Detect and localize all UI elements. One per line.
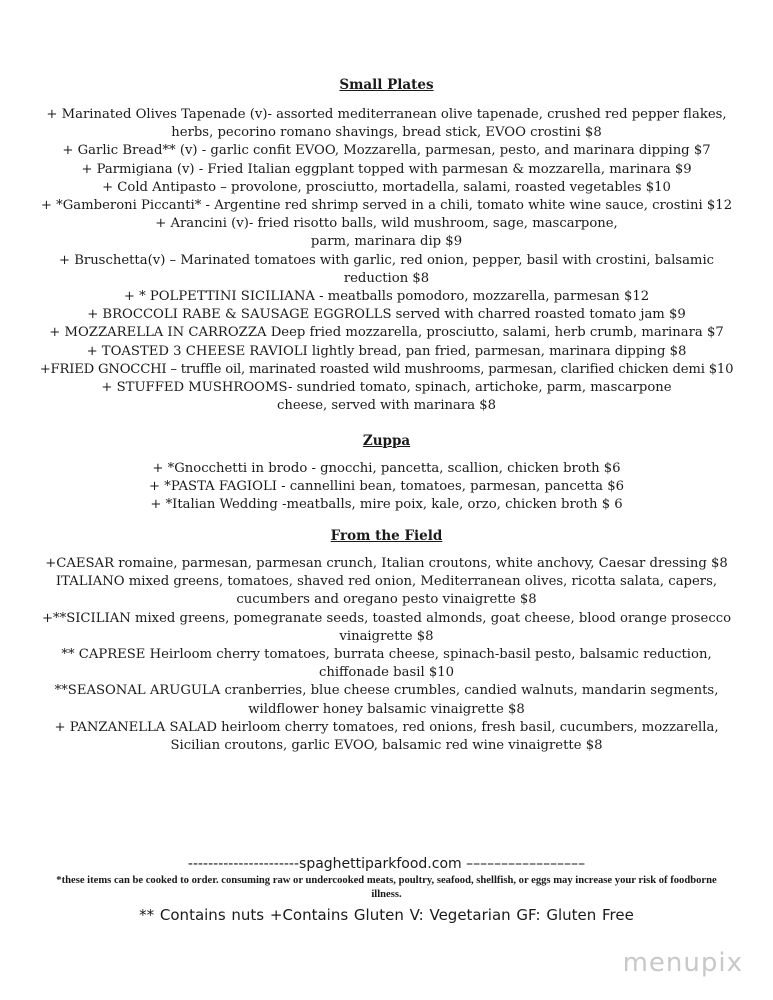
menu-item: + STUFFED MUSHROOMS- sundried tomato, spinach, artichoke, parm, mascarpone cheese, served with marinara $8 <box>101 380 672 414</box>
menu-item: +CAESAR romaine, parmesan, parmesan crunch, Italian croutons, white anchovy, Caesar dressing $8 <box>45 556 728 571</box>
menu-item: +**SICILIAN mixed greens, pomegranate seeds, toasted almonds, goat cheese, blood orange prosecco vinaigrette $8 <box>41 610 732 644</box>
menu-item: + Arancini (v)- fried risotto balls, wild mushroom, sage, mascarpone, parm, marinara dip $9 <box>155 216 618 250</box>
menu-item: + *PASTA FAGIOLI - cannellini bean, tomatoes, parmesan, pancetta $6 <box>149 479 624 495</box>
menu-item: ITALIANO mixed greens, tomatoes, shaved red onion, Mediterranean olives, ricotta salata, capers, cucumbers and oregano pesto vinaigrette $8 <box>55 574 718 608</box>
menupix-watermark-logo: menupix <box>622 948 743 978</box>
small-plates-list <box>30 106 743 415</box>
menu-item: + TOASTED 3 CHEESE RAVIOLI lightly bread, pan fried, parmesan, marinara dipping $8 <box>86 343 687 359</box>
menu-item: + *Gamberoni Piccanti* - Argentine red shrimp served in a chili, tomato white wine sauce, crostini $12 <box>40 198 733 214</box>
dietary-legend: ** Contains nuts +Contains Gluten V: Vegetarian GF: Gluten Free <box>139 906 634 924</box>
menu-item: + BROCCOLI RABE & SAUSAGE EGGROLLS served with charred roasted tomato jam $9 <box>87 307 686 323</box>
menu-item: + MOZZARELLA IN CARROZZA Deep fried mozzarella, prosciutto, salami, herb crumb, marinara $7 <box>49 325 724 341</box>
menu-item: + *Italian Wedding -meatballs, mire poix, kale, orzo, chicken broth $ 6 <box>150 497 623 513</box>
menu-item: + Bruschetta(v) – Marinated tomatoes with garlic, red onion, pepper, basil with crostini, balsamic reduction $8 <box>58 252 715 286</box>
menu-item: +FRIED GNOCCHI – truffle oil, marinated roasted wild mushrooms, parmesan, clarified chicken demi $10 <box>39 361 734 377</box>
menu-item: **SEASONAL ARUGULA cranberries, blue cheese crumbles, candied walnuts, mandarin segments, wildflower honey balsamic vinaigrette $8 <box>54 683 719 717</box>
section-title-from-the-field: From the Field <box>330 528 443 544</box>
section-title-zuppa: Zuppa <box>362 433 411 449</box>
menu-item: + PANZANELLA SALAD heirloom cherry tomatoes, red onions, fresh basil, cucumbers, mozzarella, Sicilian croutons, garlic EVOO, balsamic red wine vinaigrette $8 <box>54 719 719 754</box>
raw-food-warning: *these items can be cooked to order. consuming raw or undercooked meats, poultry, seafood, shellfish, or eggs may increase your risk of foodborne illness. <box>56 875 717 900</box>
from-the-field-list <box>30 555 743 755</box>
zuppa-list <box>30 460 743 515</box>
menu-item: ** CAPRESE Heirloom cherry tomatoes, burrata cheese, spinach-basil pesto, balsamic reduction, chiffonade basil $10 <box>61 647 712 681</box>
menu-item: + Parmigiana (v) - Fried Italian eggplant topped with parmesan & mozzarella, marinara $9 <box>81 161 692 177</box>
menu-item: + Cold Antipasto – provolone, prosciutto, mortadella, salami, roasted vegetables $10 <box>102 179 671 195</box>
menu-item: + Garlic Bread** (v) - garlic confit EVOO, Mozzarella, parmesan, pesto, and marinara dipping $7 <box>62 143 711 159</box>
website-footer: ----------------------spaghettiparkfood.com ––––––––––––––––– <box>187 856 586 872</box>
menu-item: + Marinated Olives Tapenade (v)- assorted mediterranean olive tapenade, crushed red pepper flakes, herbs, pecorino romano shavings, bread stick, EVOO crostini $8 <box>46 107 727 141</box>
section-title-small-plates: Small Plates <box>339 77 434 93</box>
menu-item: + *Gnocchetti in brodo - gnocchi, pancetta, scallion, chicken broth $6 <box>152 461 621 476</box>
menu-item: + * POLPETTINI SICILIANA - meatballs pomodoro, mozzarella, parmesan $12 <box>123 289 650 305</box>
